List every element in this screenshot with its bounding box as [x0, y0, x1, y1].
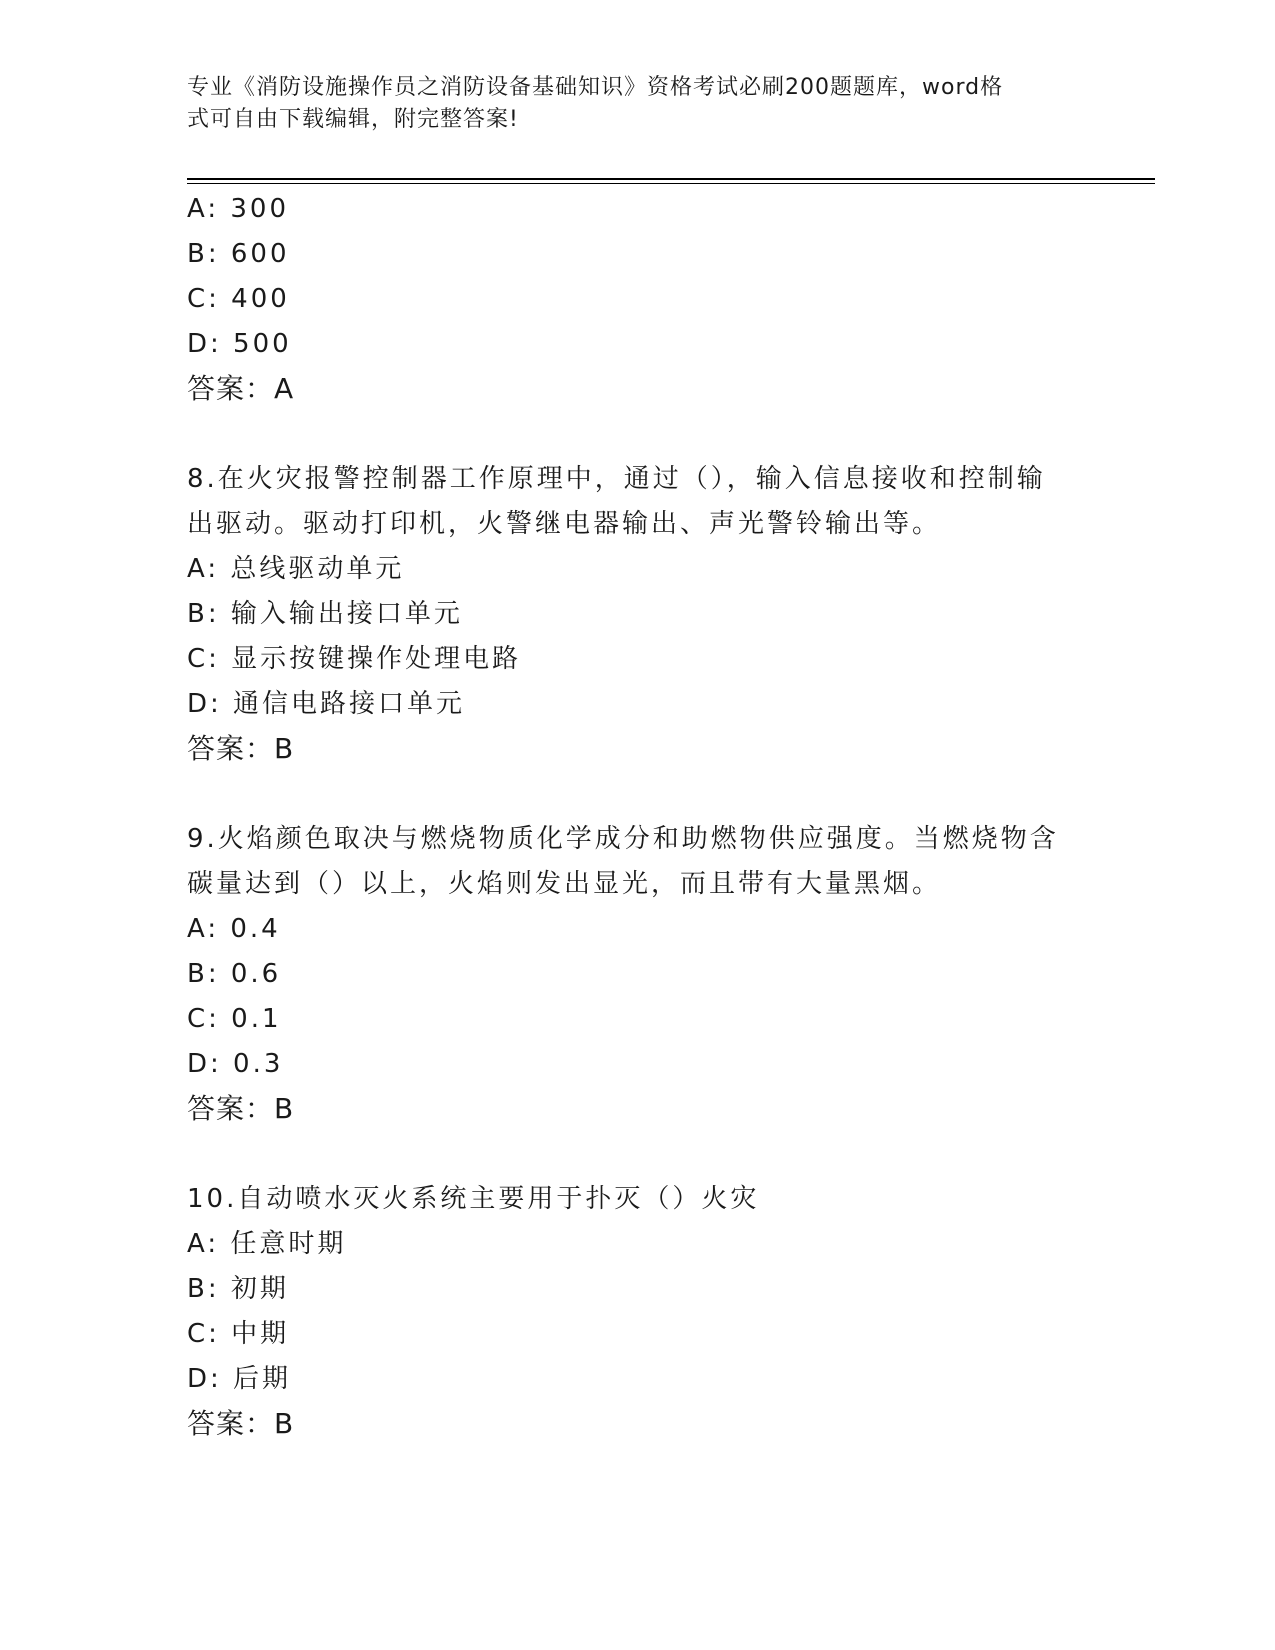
q9-stem-line-2: 碳量达到（）以上，火焰则发出显光，而且带有大量黑烟。 — [187, 869, 942, 899]
q10-option-b: B: 初期 — [187, 1274, 289, 1304]
q7-option-a: A: 300 — [187, 194, 289, 224]
q8-option-b: B: 输入输出接口单元 — [187, 599, 463, 629]
q7-option-d: D: 500 — [187, 329, 292, 359]
q9-answer: 答案：B — [187, 1092, 295, 1125]
q9-option-c: C: 0.1 — [187, 1004, 282, 1034]
q10-option-d: D: 后期 — [187, 1364, 292, 1394]
q9-stem-line-1: 9.火焰颜色取决与燃烧物质化学成分和助燃物供应强度。当燃烧物含 — [187, 824, 1059, 854]
header-line-1: 专业《消防设施操作员之消防设备基础知识》资格考试必刷200题题库，word格 — [187, 75, 1004, 100]
q7-answer: 答案：A — [187, 372, 295, 405]
q9-option-b: B: 0.6 — [187, 959, 282, 989]
q8-option-d: D: 通信电路接口单元 — [187, 689, 466, 719]
document-header — [187, 72, 1067, 136]
q10-stem: 10.自动喷水灭火系统主要用于扑灭（）火灾 — [187, 1184, 760, 1214]
q7-option-c: C: 400 — [187, 284, 290, 314]
q8-stem-line-1: 8.在火灾报警控制器工作原理中，通过（），输入信息接收和控制输 — [187, 464, 1046, 494]
q10-option-a: A: 任意时期 — [187, 1229, 347, 1259]
q9-option-d: D: 0.3 — [187, 1049, 284, 1079]
q10-option-c: C: 中期 — [187, 1319, 290, 1349]
q9-option-a: A: 0.4 — [187, 914, 281, 944]
q10-answer: 答案：B — [187, 1407, 295, 1440]
header-rule-thick — [187, 178, 1155, 180]
header-line-2: 式可自由下载编辑，附完整答案! — [187, 107, 519, 132]
q7-option-b: B: 600 — [187, 239, 290, 269]
q8-answer: 答案：B — [187, 732, 295, 765]
header-rule-thin — [187, 183, 1155, 184]
q8-option-a: A: 总线驱动单元 — [187, 554, 405, 584]
q8-option-c: C: 显示按键操作处理电路 — [187, 644, 522, 674]
q8-stem-line-2: 出驱动。驱动打印机，火警继电器输出、声光警铃输出等。 — [187, 509, 942, 539]
